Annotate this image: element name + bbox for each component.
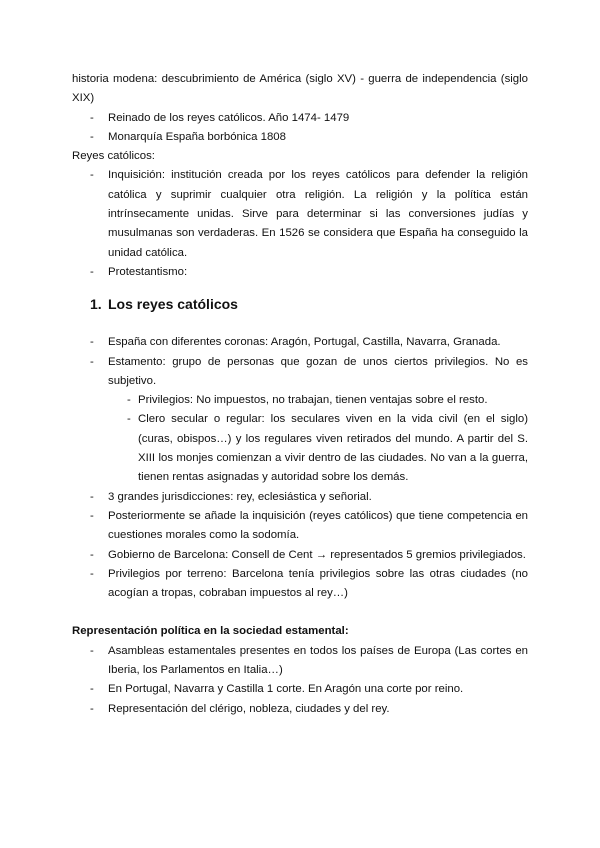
list-item: - Inquisición: institución creada por los reyes católicos para defender la religión católica y suprimir cualquier otra religión. La religión y la política están intrínsecamente unidas. Sirve para determinar si las conversiones judías y musulmanas son verdaderas. En 1526 se considera que España ha conseguido la unidad católica. <box>72 166 528 262</box>
intro-paragraph: historia modena: descubrimiento de América (siglo XV) - guerra de independencia (siglo XIX) <box>72 73 528 105</box>
list-item: - Privilegios por terreno: Barcelona tenía privilegios sobre las otras ciudades (no acogían a tropas, cobraban impuestos al rey…) <box>72 565 528 604</box>
section-heading-2: Representación política en la sociedad estamental: <box>72 625 349 638</box>
list-item: - Representación del clérigo, nobleza, ciudades y del rey. <box>72 700 528 719</box>
list-item: - En Portugal, Navarra y Castilla 1 corte. En Aragón una corte por reino. <box>72 680 528 699</box>
list-item: - Asambleas estamentales presentes en todos los países de Europa (Las cortes en Iberia, los Parlamentos en Italia…) <box>72 642 528 681</box>
intro-list <box>72 109 528 148</box>
section-title: Los reyes católicos <box>108 296 238 313</box>
list-item: - Gobierno de Barcelona: Consell de Cent → representados 5 gremios privilegiados. <box>72 546 528 565</box>
reyes-label: Reyes católicos: <box>72 150 155 163</box>
section-number: 1. <box>90 296 102 313</box>
sub-list-item: - Clero secular o regular: los seculares viven en la vida civil (en el siglo) (curas, obispos…) y los regulares viven retirados del mundo. A partir del S. XIII los monjes comienzan a vivir dentro de las ciudades. No van a la guerra, tienen rentas asignadas y autoridad sobre los demás. <box>72 410 528 487</box>
list-item: - 3 grandes jurisdicciones: rey, eclesiástica y señorial. <box>72 488 528 507</box>
section-heading-1 <box>72 294 528 314</box>
list-item: - Estamento: grupo de personas que gozan de unos ciertos privilegios. No es subjetivo. <box>72 353 528 392</box>
document-page <box>72 70 528 719</box>
section1-list <box>72 333 528 603</box>
list-item: - España con diferentes coronas: Aragón, Portugal, Castilla, Navarra, Granada. <box>72 333 528 352</box>
list-item: - Protestantismo: <box>72 263 528 282</box>
list-item: - Monarquía España borbónica 1808 <box>72 128 528 147</box>
section2-list <box>72 642 528 719</box>
list-item: - Reinado de los reyes católicos. Año 1474- 1479 <box>72 109 528 128</box>
sub-list-item: - Privilegios: No impuestos, no trabajan, tienen ventajas sobre el resto. <box>72 391 528 410</box>
reyes-list <box>72 166 528 282</box>
list-item: - Posteriormente se añade la inquisición (reyes católicos) que tiene competencia en cuestiones morales como la sodomía. <box>72 507 528 546</box>
